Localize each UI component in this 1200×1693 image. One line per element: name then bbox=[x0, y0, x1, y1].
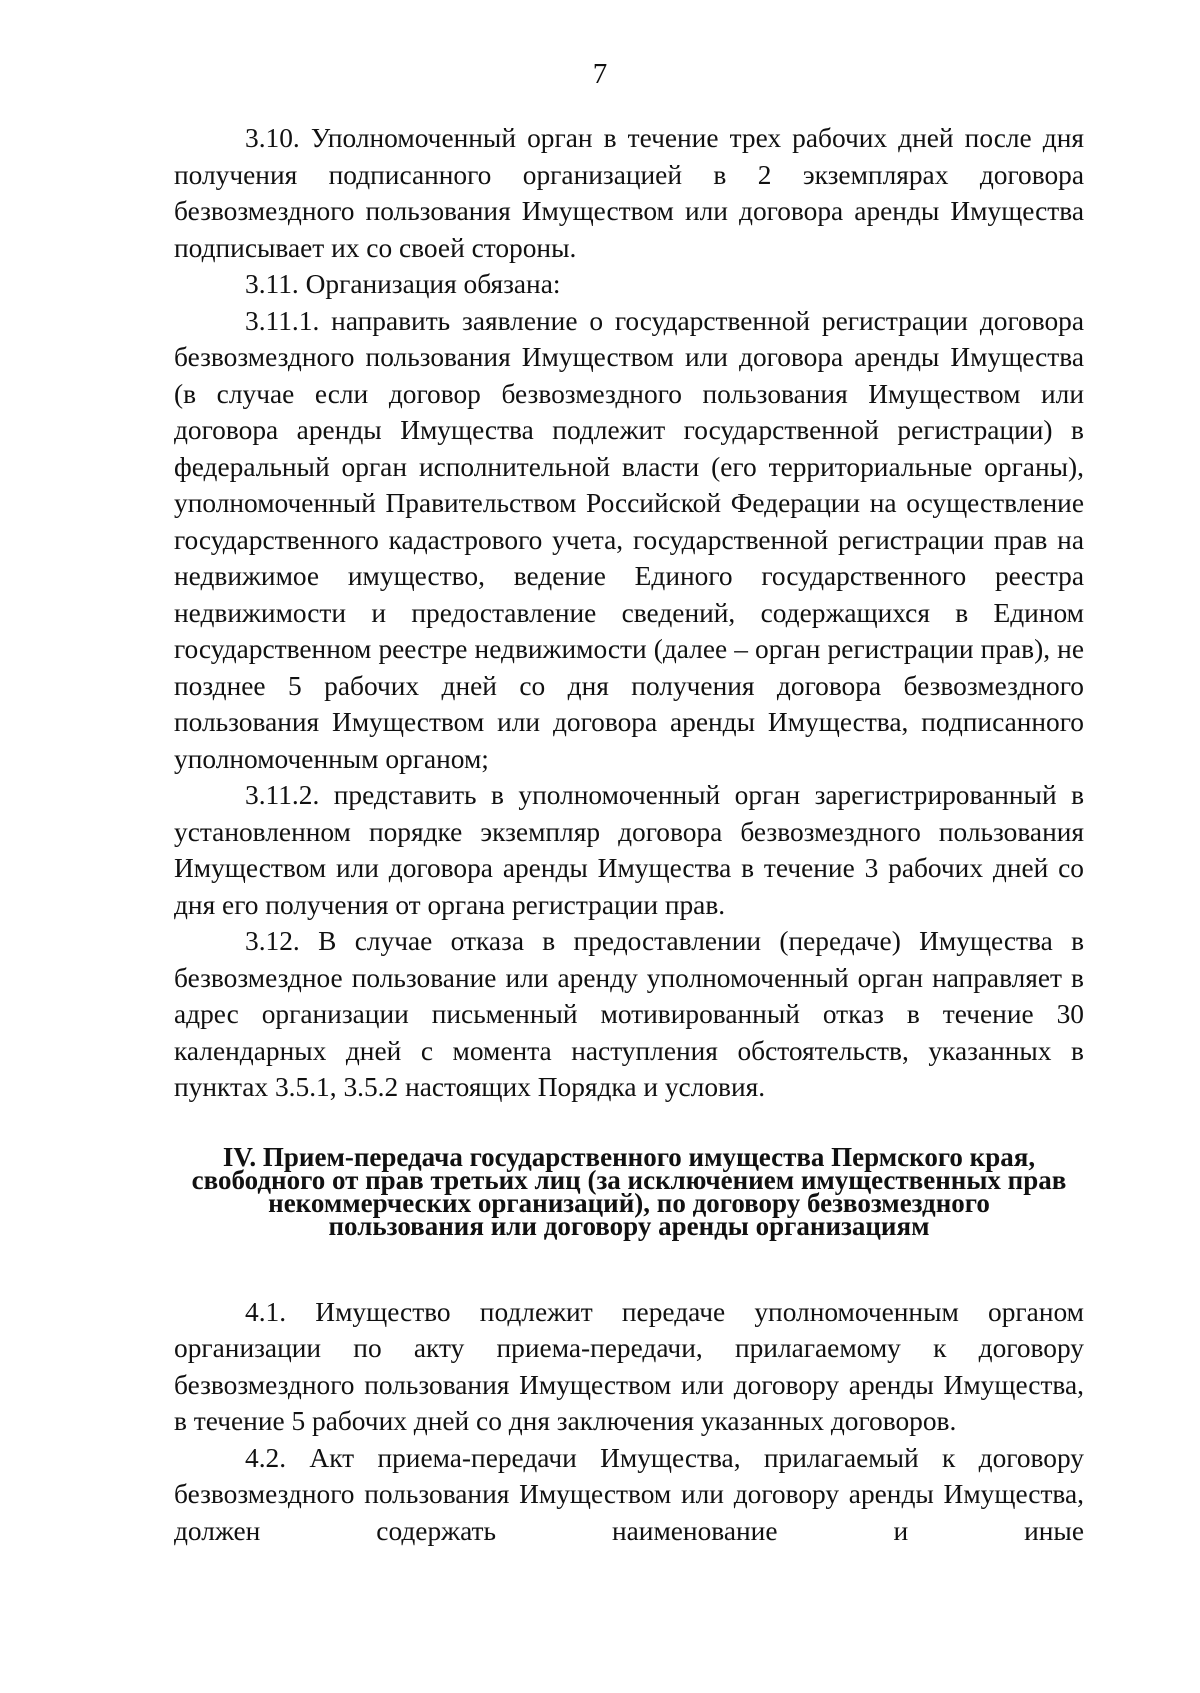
paragraph-4-2: 4.2. Акт приема-передачи Имущества, прилагаемый к договору безвозмездного пользования Имуществом или договору аренды Имущества, должен содержать наименование и иные bbox=[174, 1442, 1084, 1546]
page-number: 7 bbox=[592, 58, 608, 90]
paragraph-3-11-2: 3.11.2. представить в уполномоченный орган зарегистрированный в установленном порядке экземпляр договора безвозмездного пользования Имуществом или договора аренды Имущества в течение 3 рабочих дней со дня его получения от органа регистрации прав. bbox=[174, 780, 1084, 920]
paragraph-3-10: 3.10. Уполномоченный орган в течение трех рабочих дней после дня получения подписанного организацией в 2 экземплярах договора безвозмездного пользования Имуществом или договора аренды Имущества подписывает их со своей стороны. bbox=[174, 123, 1084, 263]
section-heading-iv: IV. Прием-передача государственного имущества Пермского края, свободного от прав третьих лиц (за исключением имущественных прав некоммерческих организаций), по договору безвозмездного пользования или договору аренды организациям bbox=[191, 1141, 1067, 1241]
paragraph-3-11-1: 3.11.1. направить заявление о государственной регистрации договора безвозмездного пользования Имуществом или договора аренды Имущества (в случае если договор безвозмездного пользования Имуществом или договора аренды Имущества подлежит государственной регистрации) в федеральный орган исполнительной власти (его территориальные органы), уполномоченный Правительством Российской Федерации на осуществление государственного кадастрового учета, государственной регистрации прав на недвижимое имущество, ведение Единого государственного реестра недвижимости и предоставление сведений, содержащихся в Едином государственном реестре недвижимости (далее – орган регистрации прав), не позднее 5 рабочих дней со дня получения договора безвозмездного пользования Имуществом или договора аренды Имущества, подписанного уполномоченным органом; bbox=[174, 305, 1084, 774]
paragraph-3-11: 3.11. Организация обязана: bbox=[245, 269, 561, 299]
paragraph-3-12: 3.12. В случае отказа в предоставлении (передаче) Имущества в безвозмездное пользование или аренду уполномоченный орган направляет в адрес организации письменный мотивированный отказ в течение 30 календарных дней с момента наступления обстоятельств, указанных в пунктах 3.5.1, 3.5.2 настоящих Порядка и условия. bbox=[174, 926, 1084, 1102]
document-body bbox=[174, 120, 1084, 1549]
paragraph-4-1: 4.1. Имущество подлежит передаче уполномоченным органом организации по акту приема-передачи, прилагаемому к договору безвозмездного пользования Имуществом или договору аренды Имущества, в течение 5 рабочих дней со дня заключения указанных договоров. bbox=[174, 1296, 1084, 1436]
